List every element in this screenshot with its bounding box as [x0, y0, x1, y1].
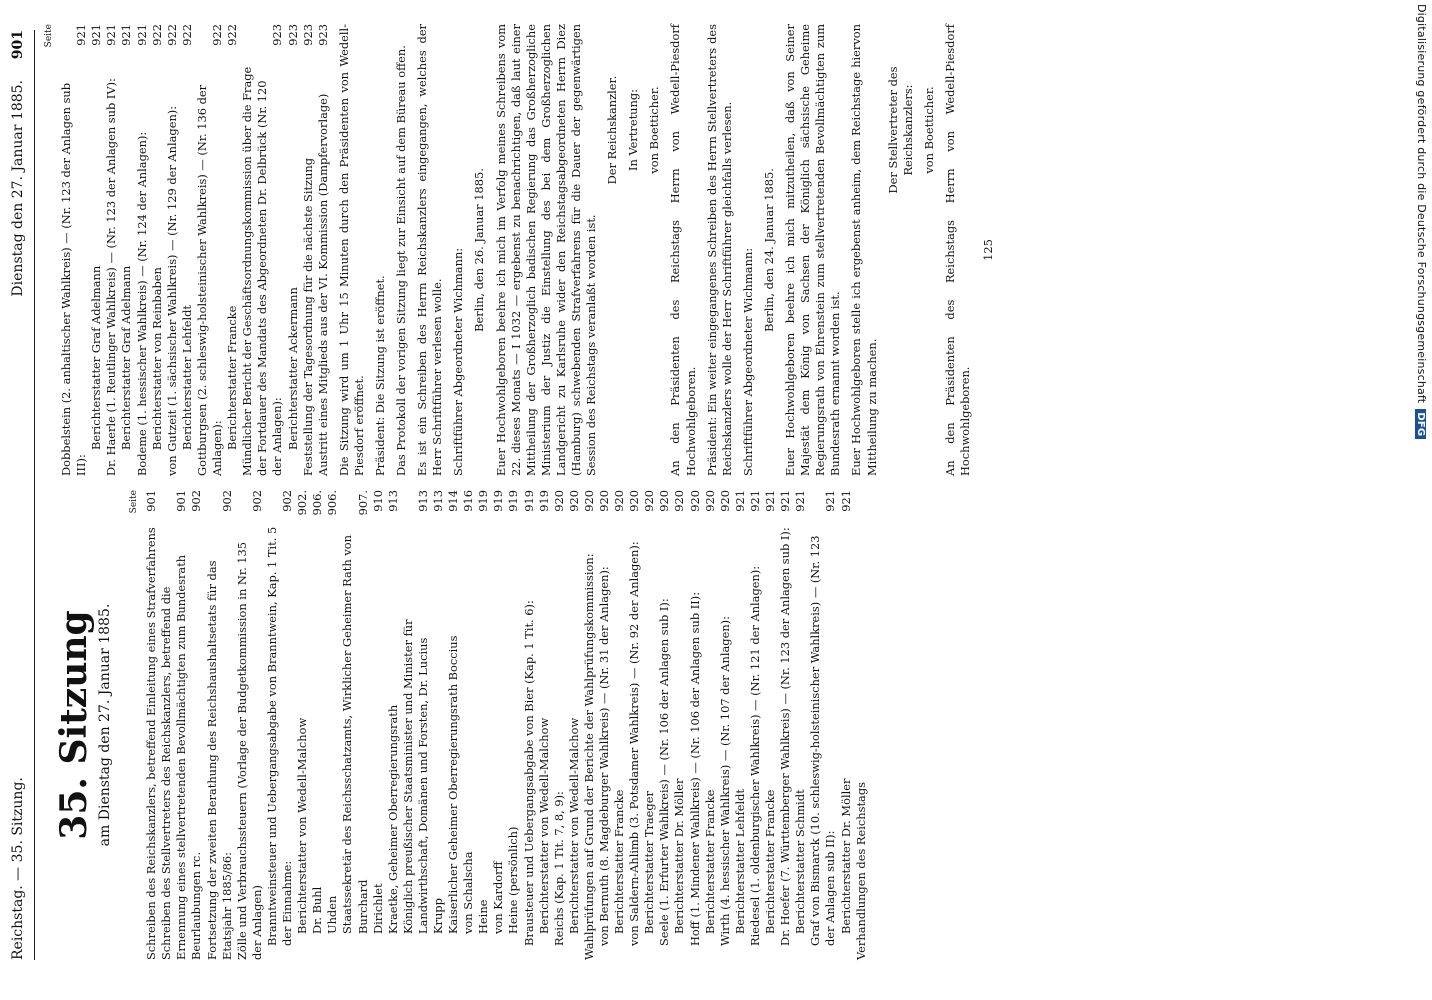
toc-entry	[612, 490, 627, 960]
toc-entry	[265, 490, 295, 960]
toc-entry	[491, 490, 506, 960]
signature-mark: 125	[981, 239, 996, 261]
toc-entry	[839, 490, 854, 960]
toc-entry-page: 919	[491, 490, 506, 512]
toc-entry	[286, 24, 301, 476]
toc-entry-page: 920	[657, 490, 672, 512]
page-number: 901	[10, 30, 26, 60]
toc-entry-page: 919	[536, 490, 551, 512]
body-paragraph: Euer Hochwohlgeboren stelle ich ergebenst anheim, dem Reichstage hiervon Mittheilung zu machen.	[849, 24, 879, 476]
toc-entry-title: von Gutzeit (1. sächsischer Wahlkreis) — (Nr. 129 der Anlagen):	[164, 105, 179, 476]
toc-entry-page: 910	[370, 490, 385, 512]
toc-entry	[165, 24, 180, 476]
toc-entry	[89, 24, 104, 476]
toc-entry-page: 920	[566, 490, 581, 512]
toc-entry-title: Hoff (1. Mindener Wahlkreis) — (Nr. 106 der Anlagen sub II):	[687, 591, 702, 946]
toc-entry-title: Mündlicher Bericht der Geschäftsordnungskommission über die Frage der Fortdauer des Mandats des Abgeordneten Dr. Delbrück (Nr. 120 der Anlagen):	[240, 66, 285, 476]
dfg-credit	[1406, 4, 1428, 994]
toc-entry-title: Berichterstatter Francke	[612, 789, 627, 934]
toc-entry	[150, 24, 165, 476]
body-paragraph: Schriftführer Abgeordneter Wichmann:	[451, 247, 466, 476]
body-paragraph: Präsident: Ein weiter eingegangenes Schreiben des Herrn Stellvertreters des Reichskanzlers wolle der Herr Schriftführer gleichfalls verlesen.	[704, 24, 734, 476]
toc-entry-page: 922	[149, 24, 164, 46]
table-of-contents	[144, 490, 869, 960]
toc-entry	[461, 490, 476, 960]
toc-entry	[763, 490, 778, 960]
toc-entry-title: Heine	[476, 899, 491, 934]
toc-entry	[657, 490, 672, 960]
toc-entry-title: Berichterstatter Traeger	[642, 791, 657, 934]
toc-entry-page: 923	[285, 24, 300, 46]
toc-entry-page: 921	[838, 490, 853, 512]
toc-entry-page: 921	[778, 490, 793, 512]
dfg-logo: DFG	[1415, 409, 1426, 439]
body-paragraph: An den Präsidenten des Reichstags Herrn von Wedell-Piesdorf Hochwohlgeboren.	[942, 24, 972, 476]
toc-entry-title: Berichterstatter von Wedell-Malchow	[566, 717, 581, 934]
toc-entry-title: Heine (persönlich)	[506, 826, 521, 934]
toc-entry	[316, 24, 331, 476]
header-left: Reichstag. — 35. Sitzung.	[10, 777, 26, 960]
toc-entry-title: Berichterstatter Ackermann	[285, 287, 300, 450]
toc-entry-page: 920	[717, 490, 732, 512]
toc-entry-page: 920	[672, 490, 687, 512]
toc-entry-title: Dr. Haerle (1. Reutlinger Wahlkreis) — (Nr. 123 der Anlagen sub IV):	[104, 78, 119, 476]
header-center: Dienstag den 27. Januar 1885.	[10, 80, 26, 297]
toc-entry-page: 920	[627, 490, 642, 512]
toc-entry	[340, 490, 370, 960]
body-paragraph: von Boetticher.	[647, 86, 662, 174]
toc-entry-title: Gottburgsen (2. schleswig-holsteinischer Wahlkreis) — (Nr. 136 der Anlagen):	[194, 84, 225, 476]
toc-entry-page: 919	[476, 490, 491, 512]
toc-entry	[567, 490, 582, 960]
toc-entry-title: Berichterstatter von Wedell-Malchow	[536, 717, 551, 934]
toc-entry-page: 901	[144, 490, 159, 512]
toc-entry-title: von Schalscha	[461, 851, 476, 934]
toc-entry-title: Berichterstatter Graf Adelmann	[89, 265, 104, 450]
toc-entry	[778, 490, 793, 960]
toc-entry-page: 902	[249, 490, 264, 512]
toc-entry	[401, 490, 431, 960]
toc-entry-page: 913	[415, 490, 430, 512]
toc-entry	[854, 490, 869, 960]
toc-entry	[104, 24, 119, 476]
toc-entry	[135, 24, 150, 476]
toc-entry-title: Beurlaubungen rc.	[189, 851, 204, 960]
toc-entry	[582, 490, 597, 960]
toc-entry	[642, 490, 657, 960]
toc-entry-title: Verhandlungen des Reichstags	[853, 782, 868, 960]
toc-entry-title: Zölle und Verbrauchssteuern (Vorlage der Budgetkommission in Nr. 135 der Anlagen)	[234, 541, 264, 960]
session-number: 35. Sitzung	[53, 610, 95, 840]
toc-entry-page: 920	[612, 490, 627, 512]
toc-entry-page: 922	[164, 24, 179, 46]
toc-entry	[310, 490, 325, 960]
toc-entry-title: Staatssekretär des Reichsschatzamts, Wirklicher Geheimer Rath von Burchard	[340, 535, 370, 934]
toc-entry-title: Schreiben des Stellvertreters des Reichskanzlers, betreffend die Ernennung eines stellvertretenden Bevollmächtigten zum Bundesrath	[159, 554, 189, 960]
toc-entry-title: Berichterstatter Lehfeldt	[179, 305, 194, 450]
toc-entry-page: 921	[763, 490, 778, 512]
toc-entry-page: 922	[179, 24, 194, 46]
toc-entry-title: von Kardorff	[491, 861, 506, 934]
toc-entry-title: Uhden	[325, 895, 340, 934]
toc-entry	[718, 490, 733, 960]
toc-entry-title: von Saldern-Ahlimb (3. Potsdamer Wahlkreis) — (Nr. 92 der Anlagen):	[627, 541, 642, 946]
running-header	[6, 30, 35, 960]
left-column	[42, 490, 869, 960]
toc-entry-page: 921	[793, 490, 808, 512]
toc-entry	[386, 490, 401, 960]
toc-entry-title: Fortsetzung der zweiten Berathung des Reichshaushaltsetats für das Etatsjahr 1885/86:	[204, 560, 234, 960]
body-paragraph: An den Präsidenten des Reichstags Herrn von Wedell-Piesdorf Hochwohlgeboren.	[668, 24, 698, 476]
toc-entry	[522, 490, 537, 960]
toc-entry	[446, 490, 461, 960]
toc-entry-page: 902	[280, 490, 295, 512]
toc-entry-page: 923	[270, 24, 285, 46]
toc-entry	[119, 24, 134, 476]
toc-entry-page: 921	[104, 24, 119, 46]
body-paragraph: Der Stellvertreter des Reichskanzlers:	[885, 66, 915, 194]
toc-entry	[301, 24, 316, 476]
toc-entry	[144, 490, 159, 960]
toc-entry-title: Berichterstatter Francke	[702, 789, 717, 934]
toc-entry-title: Branntweinsteuer und Uebergangsabgabe von Branntwein, Kap. 1 Tit. 5 der Einnahme:	[264, 526, 295, 946]
toc-entry-title: Kaiserlicher Geheimer Oberregierungsrath Boccius	[446, 635, 461, 934]
toc-entry	[59, 24, 89, 476]
toc-entry-page: 919	[521, 490, 536, 512]
toc-entry	[808, 490, 838, 960]
toc-entry	[476, 490, 491, 960]
toc-entry-page: 919	[506, 490, 521, 512]
session-title	[54, 490, 113, 960]
toc-entry-title: Berichterstatter von Reinbaben	[149, 267, 164, 450]
toc-entry	[688, 490, 703, 960]
toc-entry-page: 906.	[310, 490, 325, 516]
toc-entry-page: 920	[597, 490, 611, 512]
toc-entry	[552, 490, 567, 960]
body-paragraph: Berlin, den 26. Januar 1885.	[472, 168, 487, 332]
body-paragraph: Präsident: Die Sitzung ist eröffnet.	[372, 275, 387, 476]
toc-entry	[703, 490, 718, 960]
toc-entry-page: 921	[823, 490, 838, 512]
toc-entry-title: Dobbelstein (2. anhaltischer Wahlkreis) — (Nr. 123 der Anlagen sub III):	[59, 82, 89, 476]
toc-entry-title: Reichs (Kap. 1 Tit. 7, 8, 9):	[551, 791, 566, 946]
toc-entry	[672, 490, 687, 960]
toc-entry	[159, 490, 189, 960]
toc-entry	[325, 490, 340, 960]
toc-entry-page: 922	[210, 24, 225, 46]
toc-entry	[240, 24, 285, 476]
body-paragraph: Berlin, den 24. Januar 1885.	[761, 168, 776, 332]
session-date: am Dienstag den 27. Januar 1885.	[97, 603, 113, 847]
toc-entry	[506, 490, 521, 960]
toc-entry-title: Berichterstatter von Wedell-Malchow	[295, 717, 310, 934]
toc-entry-title: Riedesel (1. oldenburgischer Wahlkreis) — (Nr. 121 der Anlagen):	[747, 565, 762, 946]
toc-entry-page: 914	[446, 490, 461, 512]
toc-entry-title: Seele (1. Erfurter Wahlkreis) — (Nr. 106 der Anlagen sub I):	[657, 598, 672, 946]
toc-entry-title: Bodeme (1. hessischer Wahlkreis) — (Nr. 124 der Anlagen):	[134, 131, 149, 476]
session-proceedings	[337, 24, 973, 476]
toc-entry	[189, 490, 204, 960]
toc-entry-title: Austritt eines Mitglieds aus der VI. Kommission (Dampfervorlage)	[315, 93, 330, 476]
toc-entry-page: 902	[189, 490, 204, 512]
toc-entry-title: Berichterstatter Dr. Möller	[672, 778, 687, 934]
toc-entry	[235, 490, 265, 960]
toc-entry-page: 923	[315, 24, 330, 46]
toc-entry-page: 921	[134, 24, 149, 46]
toc-entry-page: 913	[385, 490, 400, 512]
body-paragraph: Euer Hochwohlgeboren beehre ich mich mitzutheilen, daß von Seiner Majestät dem König von Sachsen der Königlich sächsische Geheime Regierungsrath von Ehrenstein zum stellvertretenden Bevollmächtigten zum Bundesrath ernannt worden ist.	[783, 24, 843, 476]
body-paragraph: In Vertretung:	[626, 89, 641, 171]
toc-entry-page: 923	[300, 24, 315, 46]
toc-entry	[748, 490, 763, 960]
table-of-contents-continued	[59, 24, 331, 476]
toc-page-label-right: Seite	[44, 24, 54, 48]
toc-entry-page: 920	[581, 490, 596, 512]
toc-entry	[793, 490, 808, 960]
toc-entry	[597, 490, 612, 960]
toc-entry-page: 920	[551, 490, 566, 512]
toc-entry-title: Kraetke, Geheimer Oberregierungsrath	[385, 704, 400, 934]
toc-entry	[295, 490, 310, 960]
toc-entry-title: Berichterstatter Dr. Möller	[838, 778, 853, 934]
toc-entry-title: Wahlprüfungen auf Grund der Berichte der Wahlprüfungskommission:	[581, 553, 596, 960]
body-paragraph: Der Reichskanzler.	[605, 75, 620, 185]
toc-entry-page: 921	[747, 490, 762, 512]
toc-entry	[180, 24, 195, 476]
toc-entry-title: Berichterstatter Lehfeldt	[732, 789, 747, 934]
toc-entry-title: Berichterstatter Schmidt	[793, 789, 808, 934]
toc-entry-page: 902.	[295, 490, 310, 516]
toc-entry-title: Berichterstatter Francke	[225, 305, 240, 450]
toc-entry-page: 920	[702, 490, 717, 512]
toc-entry-title: Krupp	[430, 898, 445, 934]
toc-entry-page: 901	[174, 490, 189, 512]
dfg-credit-text: Digitalisierung gefördert durch die Deutsche Forschungsgemeinschaft	[1415, 4, 1428, 404]
toc-entry-page: 920	[687, 490, 702, 512]
toc-entry-page: 916	[461, 490, 476, 512]
toc-entry-page: 907.	[355, 490, 370, 516]
toc-entry-page: 921	[89, 24, 104, 46]
body-paragraph: Die Sitzung wird um 1 Uhr 15 Minuten durch den Präsidenten von Wedell-Piesdorf eröffnet.	[336, 24, 366, 476]
toc-entry	[537, 490, 552, 960]
toc-entry-title: Brausteuer und Uebergangsabgabe von Bier (Kap. 1 Tit. 6):	[521, 600, 536, 946]
dfg-credit-strip	[1408, 4, 1430, 994]
toc-entry-title: Königlich preußischer Staatsminister und Minister für Landwirthschaft, Domänen und Forsten, Dr. Lucius	[400, 619, 430, 934]
body-paragraph: Schriftführer Abgeordneter Wichmann:	[740, 247, 755, 476]
toc-entry-page: 920	[642, 490, 657, 512]
toc-entry	[371, 490, 386, 960]
body-paragraph: von Boetticher.	[921, 86, 936, 174]
toc-entry	[195, 24, 225, 476]
toc-entry-title: von Bernuth (8. Magdeburger Wahlkreis) — (Nr. 31 der Anlagen):	[597, 566, 611, 946]
body-paragraph: Es ist ein Schreiben des Herrn Reichskanzlers eingegangen, welches der Herr Schriftführer verlesen wolle.	[415, 24, 445, 476]
toc-entry	[627, 490, 642, 960]
toc-entry	[733, 490, 748, 960]
right-column	[42, 24, 996, 476]
toc-entry-title: Dr. Hoefer (7. Württemberger Wahlkreis) — (Nr. 123 der Anlagen sub I):	[778, 527, 793, 946]
toc-entry-title: Graf von Bismarck (10. schleswig-holsteinischer Wahlkreis) — (Nr. 123 der Anlagen sub II):	[808, 535, 838, 946]
toc-entry-page: 921	[119, 24, 134, 46]
toc-entry-title: Berichterstatter Francke	[763, 789, 778, 934]
toc-entry-page: 906.	[325, 490, 340, 516]
toc-entry	[225, 24, 240, 476]
toc-entry-title: Dirichlet	[370, 883, 385, 934]
toc-entry-title: Dr. Buhl	[310, 886, 325, 934]
toc-entry-page: 902	[219, 490, 234, 512]
toc-entry-page: 921	[732, 490, 747, 512]
toc-entry-title: Feststellung der Tagesordnung für die nächste Sitzung	[300, 157, 315, 476]
body-paragraph: Euer Hochwohlgeboren beehre ich mich im Verfolg meines Schreibens vom 22. dieses Monats — I 1032 — ergebenst zu benachrichtigen, daß laut einer Mittheilung der Großherzoglich badischen Regierung das Großherzogliche Ministerium der Justiz die Einstellung des bei dem Großherzoglichen Landgericht zu Karlsruhe wider den Reichstagsabgeordneten Herrn Diez (Hamburg) schwebenden Strafverfahrens für die Dauer der gegenwärtigen Session des Reichstags veranlaßt worden ist.	[493, 24, 599, 476]
toc-entry-title: Schreiben des Reichskanzlers, betreffend Einleitung eines Strafverfahrens	[144, 527, 159, 960]
toc-entry	[205, 490, 235, 960]
body-paragraph: Das Protokoll der vorigen Sitzung liegt zur Einsicht auf dem Büreau offen.	[394, 45, 409, 476]
toc-entry-page: 922	[225, 24, 240, 46]
toc-entry-title: Wirth (4. hessischer Wahlkreis) — (Nr. 107 der Anlagen):	[717, 616, 732, 946]
toc-entry	[431, 490, 446, 960]
toc-page-label: Seite	[129, 490, 140, 514]
toc-entry-page: 913	[430, 490, 445, 512]
toc-entry-title: Berichterstatter Graf Adelmann	[119, 265, 134, 450]
toc-entry-page: 921	[74, 24, 89, 46]
